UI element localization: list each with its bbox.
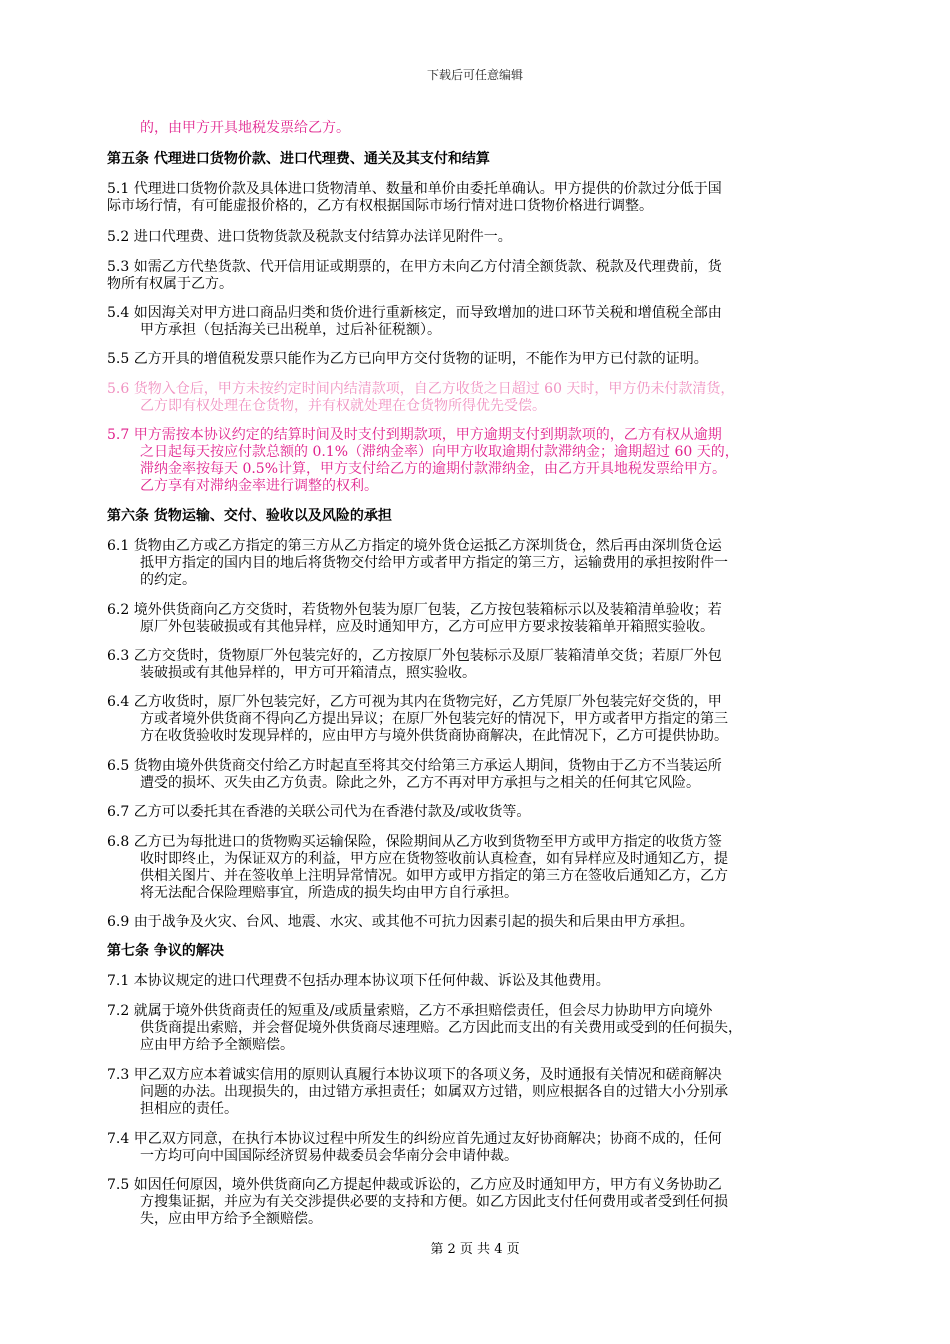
paragraph-line: 方在收货验收时发现异样的，应由甲方与境外供货商协商解决，在此情况下，乙方可提供协助。 <box>140 728 728 744</box>
paragraph-line: 抵甲方指定的国内目的地后将货物交付给甲方或者甲方指定的第三方，运输费用的承担按附件一 <box>140 555 728 571</box>
clause-paragraph <box>107 602 852 636</box>
paragraph-line: 7.1 本协议规定的进口代理费不包括办理本协议项下任何仲裁、诉讼及其他费用。 <box>107 973 610 989</box>
paragraph-line: 失，应由甲方给予全额赔偿。 <box>140 1211 322 1227</box>
clause-paragraph <box>107 351 852 368</box>
paragraph-line: 5.5 乙方开具的增值税发票只能作为乙方已向甲方交付货物的证明，不能作为甲方已付款的证明。 <box>107 351 708 367</box>
paragraph-line: 5.7 甲方需按本协议约定的结算时间及时支付到期款项，甲方逾期支付到期款项的，乙方有权从逾期 <box>107 427 722 443</box>
clause-paragraph <box>107 381 852 415</box>
paragraph-line: 将无法配合保险理赔事宜，所造成的损失均由甲方自行承担。 <box>140 885 518 901</box>
paragraph-line: 甲方承担（包括海关已出税单，过后补征税额）。 <box>140 322 441 338</box>
paragraph-line: 方搜集证据，并应为有关交涉提供必要的支持和方便。如乙方因此支付任何费用或者受到任何损 <box>140 1194 728 1210</box>
clause-paragraph <box>107 427 852 495</box>
paragraph-line: 一方均可向中国国际经济贸易仲裁委员会华南分会申请仲裁。 <box>140 1148 518 1164</box>
paragraph-line: 方或者境外供货商不得向乙方提出异议；在原厂外包装完好的情况下，甲方或者甲方指定的第三 <box>140 711 728 727</box>
paragraph-line: 7.4 甲乙双方同意，在执行本协议过程中所发生的纠纷应首先通过友好协商解决；协商不成的，任何 <box>107 1131 722 1147</box>
paragraph-line: 6.5 货物由境外供货商交付给乙方时起直至将其交付给第三方承运人期间，货物由于乙方不当装运所 <box>107 758 722 774</box>
clause-paragraph <box>107 181 852 215</box>
paragraph-line: 的约定。 <box>140 572 196 588</box>
paragraph-line: 装破损或有其他异样的，甲方可开箱清点，照实验收。 <box>140 665 476 681</box>
paragraph-line: 6.1 货物由乙方或乙方指定的第三方从乙方指定的境外货仓运抵乙方深圳货仓，然后再由深圳货仓运 <box>107 538 722 554</box>
paragraph-line: 6.3 乙方交货时，货物原厂外包装完好的，乙方按原厂外包装标示及原厂装箱清单交货；若原厂外包 <box>107 648 722 664</box>
paragraph-line: 6.7 乙方可以委托其在香港的关联公司代为在香港付款及/或收货等。 <box>107 804 531 820</box>
paragraph-line: 6.9 由于战争及火灾、台风、地震、水灾、或其他不可抗力因素引起的损失和后果由甲方承担。 <box>107 914 694 930</box>
clause-paragraph <box>107 1131 852 1165</box>
paragraph-line: 7.5 如因任何原因，境外供货商向乙方提起仲裁或诉讼的，乙方应及时通知甲方，甲方有义务协助乙 <box>107 1177 722 1193</box>
clause-paragraph <box>107 834 852 902</box>
paragraph-line: 供货商提出索赔，并会督促境外供货商尽速理赔。乙方因此而支出的有关费用或受到的任何损失， <box>140 1020 742 1036</box>
paragraph-line: 收时即终止，为保证双方的利益，甲方应在货物签收前认真检查，如有异样应及时通知乙方，提 <box>140 851 728 867</box>
page-header: 下载后可任意编辑 <box>426 68 523 82</box>
paragraph-line: 6.2 境外供货商向乙方交货时，若货物外包装为原厂包装，乙方按包装箱标示以及装箱清单验收；若 <box>107 602 722 618</box>
paragraph-line: 5.3 如需乙方代垫货款、代开信用证或期票的，在甲方未向乙方付清全额货款、税款及代理费前，货 <box>107 259 722 275</box>
section-heading: 第七条 争议的解决 <box>107 943 224 959</box>
paragraph-line: 的，由甲方开具地税发票给乙方。 <box>140 120 350 136</box>
paragraph-line: 6.4 乙方收货时，原厂外包装完好，乙方可视为其内在货物完好，乙方凭原厂外包装完好交货的，甲 <box>107 694 722 710</box>
clause-paragraph <box>107 120 852 137</box>
clause-paragraph <box>107 914 852 931</box>
paragraph-line: 应由甲方给予全额赔偿。 <box>140 1037 294 1053</box>
paragraph-line: 担相应的责任。 <box>140 1101 238 1117</box>
paragraph-line: 乙方即有权处理在仓货物，并有权就处理在仓货物所得优先受偿。 <box>140 398 546 414</box>
paragraph-line: 遭受的损坏、灭失由乙方负责。除此之外，乙方不再对甲方承担与之相关的任何其它风险。 <box>140 775 700 791</box>
paragraph-line: 乙方享有对滞纳金率进行调整的权利。 <box>140 478 378 494</box>
paragraph-line: 供相关图片、并在签收单上注明异常情况。如甲方或甲方指定的第三方在签收后通知乙方，乙方 <box>140 868 728 884</box>
paragraph-line: 7.2 就属于境外供货商责任的短重及/或质量索赔，乙方不承担赔偿责任，但会尽力协助甲方向境外 <box>107 1003 713 1019</box>
paragraph-line: 6.8 乙方已为每批进口的货物购买运输保险，保险期间从乙方收到货物至甲方或甲方指定的收货方签 <box>107 834 722 850</box>
clause-paragraph <box>107 804 852 821</box>
clause-paragraph <box>107 1067 852 1118</box>
clause-paragraph <box>107 305 852 339</box>
paragraph-line: 5.1 代理进口货物价款及具体进口货物清单、数量和单价由委托单确认。甲方提供的价款过分低于国 <box>107 181 722 197</box>
paragraph-line: 物所有权属于乙方。 <box>107 276 233 292</box>
paragraph-line: 之日起每天按应付款总额的 0.1%（滞纳金率）向甲方收取逾期付款滞纳金；逾期超过 60 天的， <box>140 444 739 460</box>
clause-paragraph <box>107 694 852 745</box>
page-footer: 第 2 页 共 4 页 <box>430 1242 520 1257</box>
clause-paragraph <box>107 229 852 246</box>
paragraph-line: 5.6 货物入仓后，甲方未按约定时间内结清款项，自乙方收货之日超过 60 天时，甲方仍未付款清货， <box>107 381 735 397</box>
clause-paragraph <box>107 973 852 990</box>
paragraph-line: 7.3 甲乙双方应本着诚实信用的原则认真履行本协议项下的各项义务，及时通报有关情况和磋商解决 <box>107 1067 722 1083</box>
paragraph-line: 问题的办法。出现损失的，由过错方承担责任；如属双方过错，则应根据各自的过错大小分别承 <box>140 1084 728 1100</box>
paragraph-line: 5.4 如因海关对甲方进口商品归类和货价进行重新核定，而导致增加的进口环节关税和增值税全部由 <box>107 305 722 321</box>
clause-paragraph <box>107 1177 852 1228</box>
clause-paragraph <box>107 259 852 293</box>
clause-paragraph <box>107 1003 852 1054</box>
paragraph-line: 际市场行情，有可能虚报价格的，乙方有权根据国际市场行情对进口货物价格进行调整。 <box>107 198 653 214</box>
clause-paragraph <box>107 758 852 792</box>
section-heading: 第五条 代理进口货物价款、进口代理费、通关及其支付和结算 <box>107 151 490 167</box>
clause-paragraph <box>107 538 852 589</box>
paragraph-line: 滞纳金率按每天 0.5%计算，甲方支付给乙方的逾期付款滞纳金，由乙方开具地税发票给甲方。 <box>140 461 727 477</box>
section-heading: 第六条 货物运输、交付、验收以及风险的承担 <box>107 508 392 524</box>
paragraph-line: 5.2 进口代理费、进口货物货款及税款支付结算办法详见附件一。 <box>107 229 512 245</box>
clause-paragraph <box>107 648 852 682</box>
paragraph-line: 原厂外包装破损或有其他异样，应及时通知甲方，乙方可应甲方要求按装箱单开箱照实验收。 <box>140 619 714 635</box>
